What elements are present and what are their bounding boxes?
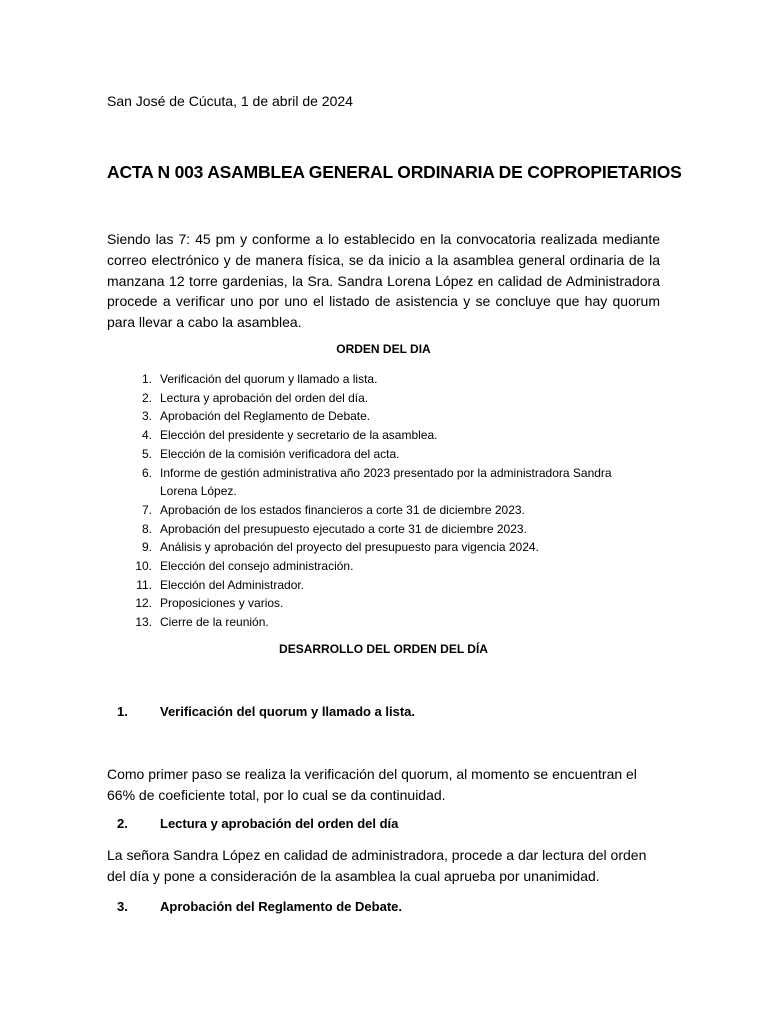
agenda-item-text: Verificación del quorum y llamado a lista.	[160, 372, 378, 386]
agenda-item	[107, 370, 660, 389]
document-title: ACTA N 003 ASAMBLEA GENERAL ORDINARIA DE COPROPIETARIOS	[107, 162, 682, 182]
section-body: La señora Sandra López en calidad de administradora, procede a dar lectura del orden del día y pone a consideración de la asamblea la cual aprueba por unanimidad.	[107, 847, 647, 884]
agenda-item-text: Informe de gestión administrativa año 2023 presentado por la administradora Sandra Lorena López.	[160, 465, 612, 499]
agenda-item-text: Lectura y aprobación del orden del día.	[160, 390, 369, 405]
agenda-item-text: Cierre de la reunión.	[160, 615, 269, 630]
agenda-item-text: Aprobación del Reglamento de Debate.	[160, 409, 371, 424]
agenda-item-number: 7.	[141, 502, 152, 517]
agenda-heading: ORDEN DEL DIA	[336, 342, 431, 356]
agenda-item-number: 10.	[135, 559, 152, 574]
agenda-item-text: Aprobación de los estados financieros a corte 31 de diciembre 2023.	[160, 502, 525, 517]
development-heading: DESARROLLO DEL ORDEN DEL DÍA	[279, 642, 488, 656]
agenda-item	[107, 557, 660, 576]
agenda-list	[107, 370, 660, 632]
agenda-item	[107, 501, 660, 520]
agenda-item-number: 3.	[141, 409, 152, 424]
agenda-item-number: 5.	[141, 446, 152, 461]
section-title: Verificación del quorum y llamado a lista.	[160, 704, 416, 719]
agenda-item-text: Elección de la comisión verificadora del acta.	[160, 446, 400, 461]
agenda-item-number: 11.	[136, 577, 152, 592]
agenda-item-number: 1.	[141, 372, 152, 386]
agenda-item-text: Proposiciones y varios.	[160, 596, 284, 611]
intro-paragraph: Siendo las 7: 45 pm y conforme a lo establecido en la convocatoria realizada mediante correo electrónico y de manera física, se da inicio a la asamblea general ordinaria de la manzana 12 torre gardenias, la Sra. Sandra Lorena López en calidad de Administradora procede a verificar uno por uno el listado de asistencia y se concluye que hay quorum para llevar a cabo la asamblea.	[107, 231, 660, 331]
agenda-item-text: Elección del consejo administración.	[160, 559, 354, 574]
agenda-item-number: 12.	[135, 596, 152, 611]
agenda-item-text: Análisis y aprobación del proyecto del presupuesto para vigencia 2024.	[160, 540, 539, 555]
agenda-item	[107, 464, 660, 501]
agenda-item	[107, 538, 660, 557]
agenda-item	[107, 407, 660, 426]
section-heading	[107, 899, 402, 914]
section-title: Aprobación del Reglamento de Debate.	[160, 899, 402, 914]
agenda-item-number: 6.	[141, 465, 152, 480]
agenda-item-number: 8.	[141, 521, 152, 536]
agenda-item	[107, 445, 660, 464]
section-body: Como primer paso se realiza la verificación del quorum, al momento se encuentran el 66% de coeficiente total, por lo cual se da continuidad.	[107, 766, 637, 803]
section-number: 2.	[117, 816, 128, 831]
section-title: Lectura y aprobación del orden del día	[160, 816, 399, 831]
agenda-item-number: 13.	[135, 615, 152, 630]
agenda-item-text: Aprobación del presupuesto ejecutado a corte 31 de diciembre 2023.	[160, 521, 527, 536]
agenda-item	[107, 426, 660, 445]
section-number: 1.	[117, 704, 128, 719]
agenda-item-number: 9.	[141, 540, 152, 555]
section-heading	[107, 704, 415, 719]
agenda-item-text: Elección del presidente y secretario de la asamblea.	[160, 428, 438, 443]
agenda-item	[107, 576, 660, 595]
agenda-item	[107, 613, 660, 632]
agenda-item-number: 4.	[141, 428, 152, 443]
agenda-item-text: Elección del Administrador.	[160, 577, 305, 592]
date-line: San José de Cúcuta, 1 de abril de 2024	[107, 93, 353, 109]
agenda-item-number: 2.	[141, 390, 152, 405]
agenda-item	[107, 594, 660, 613]
section-heading	[107, 816, 398, 831]
section-number: 3.	[117, 899, 128, 914]
agenda-item	[107, 520, 660, 539]
agenda-item	[107, 389, 660, 408]
